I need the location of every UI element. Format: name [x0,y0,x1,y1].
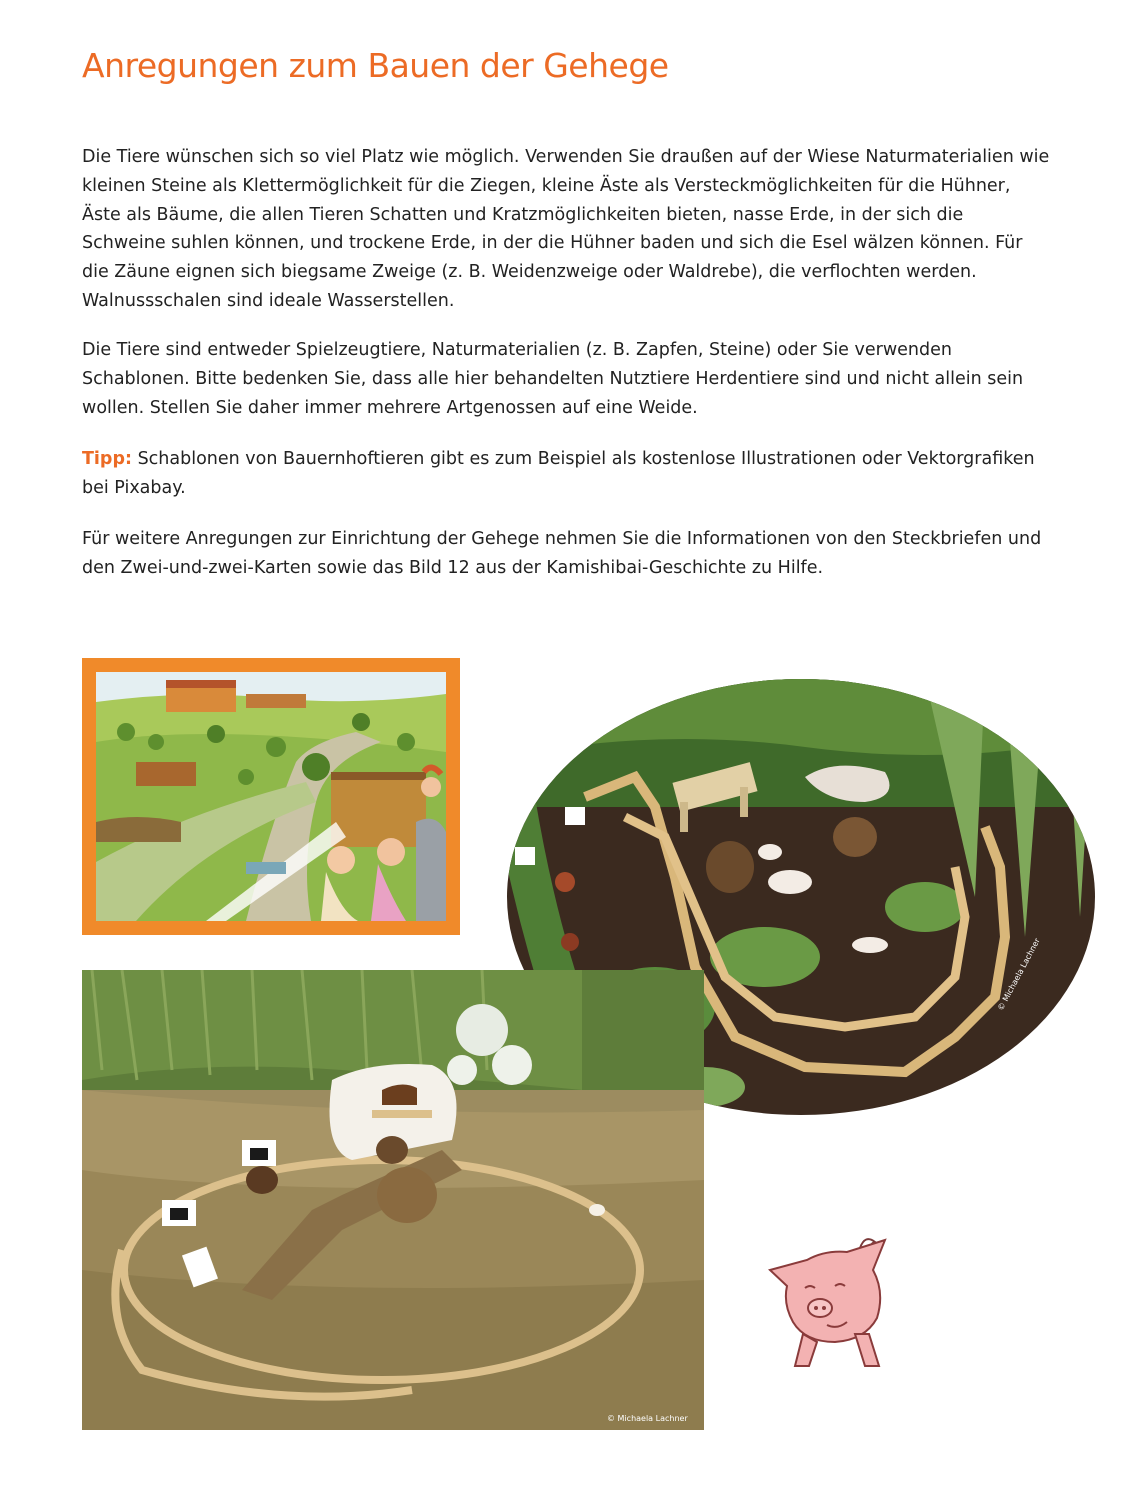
tip-text: Schablonen von Bauernhoftieren gibt es zum Beispiel als kostenlose Illustrationen oder Vektorgrafiken bei Pixabay. [82,449,1035,498]
meadow-photo-image [82,970,704,1430]
paragraph-tip [82,445,1052,503]
farm-illustration [96,672,446,921]
paragraph-further-ideas: Für weitere Anregungen zur Einrichtung der Gehege nehmen Sie die Informationen von den Steckbriefen und den Zwei-und-zwei-Karten sowie das Bild 12 aus der Kamishibai-Geschichte zu Hilfe. [82,529,1042,578]
oval-photo-credit: © Michaela Lachner [996,936,1042,1013]
paragraph-space: Die Tiere wünschen sich so viel Platz wie möglich. Verwenden Sie draußen auf der Wiese Naturmaterialien wie kleinen Steine als Klettermöglichkeit für die Ziegen, kleine Äste als Versteckmöglichkeiten für die Hühner, Äste als Bäume, die allen Tieren Schatten und Kratzmöglichkeiten bieten, nasse Erde, in der sich die Schweine suhlen können, und trockene Erde, in der die Hühner baden und sich die Esel wälzen können. Für die Zäune eignen sich biegsame Zweige (z. B. Weidenzweige oder Waldrebe), die verflochten werden. Walnussschalen sind ideale Wasserstellen. [82,147,1050,311]
tip-label: Tipp: [82,449,132,469]
pig-icon [765,1230,905,1370]
paragraph-animals: Die Tiere sind entweder Spielzeugtiere, Naturmaterialien (z. B. Zapfen, Steine) oder Sie verwenden Schablonen. Bitte bedenken Sie, dass alle hier behandelten Nutztiere Herdentiere sind und nicht allein sein wollen. Stellen Sie daher immer mehrere Artgenossen auf eine Weide. [82,340,1024,418]
farm-illustration-card [82,658,460,935]
meadow-enclosure-photo [82,970,704,1430]
bottom-photo-credit: © Michaela Lachner [607,1414,688,1423]
page-title: Anregungen zum Bauen der Gehege [82,46,669,85]
